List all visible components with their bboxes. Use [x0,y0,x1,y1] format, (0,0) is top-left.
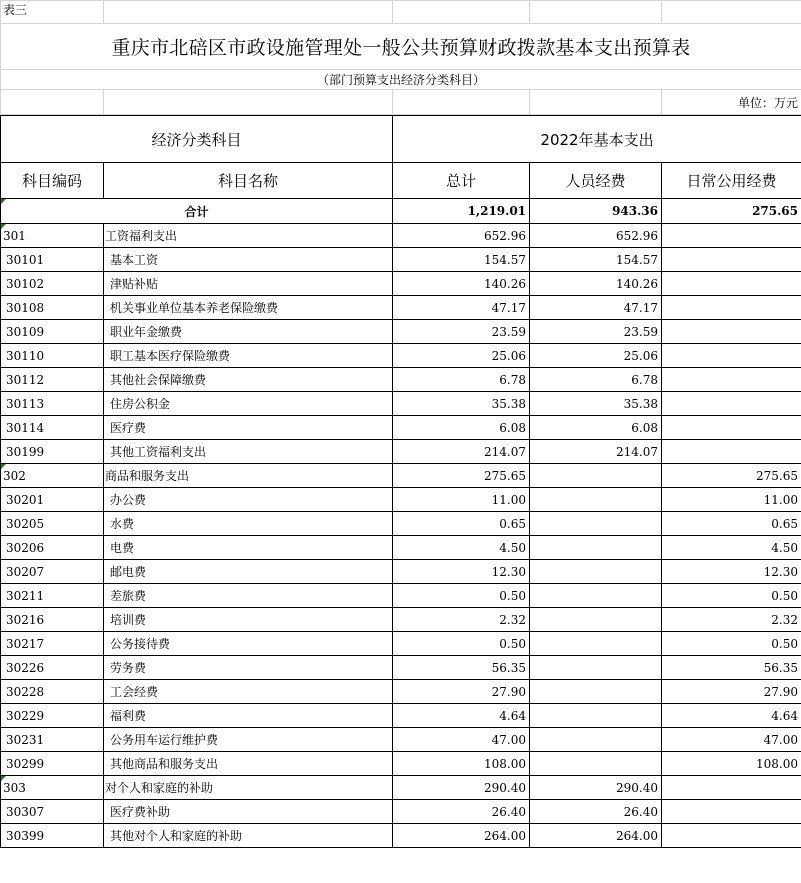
table-row [1,560,801,584]
cell-comment-marker-icon [1,224,6,229]
row-total[interactable]: 0.50 [393,632,530,656]
cell[interactable] [104,90,393,115]
row-total[interactable]: 27.90 [393,680,530,704]
row-code[interactable]: 30113 [1,392,104,416]
row-name[interactable]: 其他商品和服务支出 [104,752,393,776]
row-public[interactable] [662,224,801,248]
row-code[interactable]: 30205 [1,512,104,536]
row-total[interactable]: 12.30 [393,560,530,584]
header-total[interactable]: 总计 [393,163,530,199]
header-public[interactable]: 日常公用经费 [662,163,801,199]
row-code[interactable]: 30229 [1,704,104,728]
row-personnel[interactable] [530,680,662,704]
total-sum[interactable]: 1,219.01 [393,199,530,224]
header-year-expense[interactable]: 2022年基本支出 [393,116,801,163]
row-personnel[interactable] [530,608,662,632]
row-personnel[interactable] [530,584,662,608]
row-name[interactable]: 医疗费补助 [104,800,393,824]
row-code[interactable]: 30299 [1,752,104,776]
table-row [1,752,801,776]
row-name[interactable]: 其他对个人和家庭的补助 [104,824,393,848]
table-row [1,584,801,608]
row-total[interactable]: 108.00 [393,752,530,776]
row-total[interactable]: 56.35 [393,656,530,680]
table-row [1,728,801,752]
row-public[interactable] [662,320,801,344]
row-personnel[interactable] [530,752,662,776]
row-personnel[interactable]: 6.08 [530,416,662,440]
row-name[interactable]: 医疗费 [104,416,393,440]
row-code[interactable]: 30231 [1,728,104,752]
cell[interactable] [530,90,662,115]
row-personnel[interactable]: 290.40 [530,776,662,800]
row-total[interactable]: 35.38 [393,392,530,416]
table-row [1,368,801,392]
budget-table [0,115,801,848]
sheet-header-area [0,0,801,115]
row-personnel[interactable]: 154.57 [530,248,662,272]
cell[interactable] [530,1,662,24]
table-row [1,656,801,680]
row-name[interactable]: 其他社会保障缴费 [104,368,393,392]
table-row [1,608,801,632]
row-total[interactable]: 47.17 [393,296,530,320]
row-personnel[interactable] [530,488,662,512]
unit-label[interactable]: 单位：万元 [662,90,801,115]
row-public[interactable]: 0.65 [662,512,801,536]
row-code[interactable]: 30201 [1,488,104,512]
row-name[interactable]: 公务用车运行维护费 [104,728,393,752]
row-total[interactable]: 23.59 [393,320,530,344]
header-econ-category[interactable]: 经济分类科目 [1,116,393,163]
row-total[interactable]: 140.26 [393,272,530,296]
row-public[interactable] [662,416,801,440]
header-name[interactable]: 科目名称 [104,163,393,199]
row-code[interactable]: 301 [1,224,104,248]
row-name[interactable]: 职业年金缴费 [104,320,393,344]
row-public[interactable] [662,272,801,296]
row-public[interactable] [662,776,801,800]
table-row [1,296,801,320]
row-name[interactable]: 培训费 [104,608,393,632]
table-row [1,704,801,728]
table-row [1,512,801,536]
row-public[interactable]: 0.50 [662,584,801,608]
row-name[interactable]: 工资福利支出 [104,224,393,248]
header-code[interactable]: 科目编码 [1,163,104,199]
row-personnel[interactable] [530,728,662,752]
row-personnel[interactable]: 25.06 [530,344,662,368]
row-name[interactable]: 基本工资 [104,248,393,272]
row-name[interactable]: 工会经费 [104,680,393,704]
row-name[interactable]: 对个人和家庭的补助 [104,776,393,800]
row-code[interactable]: 30217 [1,632,104,656]
row-code[interactable]: 302 [1,464,104,488]
row-name[interactable]: 福利费 [104,704,393,728]
row-total[interactable]: 0.65 [393,512,530,536]
row-code[interactable]: 30108 [1,296,104,320]
row-name[interactable]: 公务接待费 [104,632,393,656]
table-row [1,416,801,440]
table-row [1,488,801,512]
row-personnel[interactable]: 264.00 [530,824,662,848]
total-public[interactable]: 275.65 [662,199,801,224]
row-code[interactable]: 30226 [1,656,104,680]
row-name[interactable]: 差旅费 [104,584,393,608]
row-name[interactable]: 劳务费 [104,656,393,680]
row-personnel[interactable]: 26.40 [530,800,662,824]
row-code[interactable]: 30112 [1,368,104,392]
table-row [1,344,801,368]
row-code[interactable]: 30199 [1,440,104,464]
row-total[interactable]: 275.65 [393,464,530,488]
row-personnel[interactable]: 140.26 [530,272,662,296]
row-name[interactable]: 水费 [104,512,393,536]
row-name[interactable]: 住房公积金 [104,392,393,416]
row-public[interactable] [662,392,801,416]
row-code[interactable]: 30216 [1,608,104,632]
row-total[interactable]: 6.08 [393,416,530,440]
row-code[interactable]: 30206 [1,536,104,560]
row-code[interactable]: 30399 [1,824,104,848]
table-row [1,272,801,296]
row-total[interactable]: 214.07 [393,440,530,464]
row-total[interactable]: 264.00 [393,824,530,848]
table-row [1,632,801,656]
row-personnel[interactable]: 47.17 [530,296,662,320]
table-row [1,392,801,416]
page-subtitle[interactable]: （部门预算支出经济分类科目） [1,70,801,90]
row-personnel[interactable]: 35.38 [530,392,662,416]
row-personnel[interactable] [530,464,662,488]
cell[interactable] [662,1,801,24]
row-personnel[interactable] [530,536,662,560]
row-code[interactable]: 30114 [1,416,104,440]
row-public[interactable]: 47.00 [662,728,801,752]
table-row [1,464,801,488]
row-total[interactable]: 25.06 [393,344,530,368]
row-code[interactable]: 30101 [1,248,104,272]
row-code[interactable]: 30102 [1,272,104,296]
cell-comment-marker-icon [1,776,6,781]
row-total[interactable]: 4.64 [393,704,530,728]
row-personnel[interactable] [530,704,662,728]
row-total[interactable]: 0.50 [393,584,530,608]
row-total[interactable]: 11.00 [393,488,530,512]
row-total[interactable]: 652.96 [393,224,530,248]
row-personnel[interactable] [530,560,662,584]
total-row [1,199,801,224]
page-title[interactable]: 重庆市北碚区市政设施管理处一般公共预算财政拨款基本支出预算表 [1,24,801,70]
table-row [1,776,801,800]
row-public[interactable] [662,368,801,392]
row-public[interactable]: 11.00 [662,488,801,512]
row-public[interactable]: 108.00 [662,752,801,776]
row-public[interactable]: 12.30 [662,560,801,584]
row-total[interactable]: 26.40 [393,800,530,824]
row-code[interactable]: 30228 [1,680,104,704]
total-label-cell[interactable] [1,199,393,224]
row-name[interactable]: 商品和服务支出 [104,464,393,488]
row-personnel[interactable]: 214.07 [530,440,662,464]
row-public[interactable]: 275.65 [662,464,801,488]
header-personnel[interactable]: 人员经费 [530,163,662,199]
row-total[interactable]: 2.32 [393,608,530,632]
table-row [1,824,801,848]
row-code[interactable]: 30207 [1,560,104,584]
cell[interactable] [393,90,530,115]
cell[interactable] [104,1,393,24]
table-row [1,680,801,704]
row-public[interactable]: 4.64 [662,704,801,728]
row-code[interactable]: 30211 [1,584,104,608]
total-label: 合计 [184,204,209,219]
row-public[interactable]: 2.32 [662,608,801,632]
row-personnel[interactable]: 652.96 [530,224,662,248]
row-name[interactable]: 邮电费 [104,560,393,584]
cell-comment-marker-icon [1,464,6,469]
row-public[interactable]: 27.90 [662,680,801,704]
row-public[interactable] [662,824,801,848]
row-public[interactable] [662,440,801,464]
row-total[interactable]: 4.50 [393,536,530,560]
row-public[interactable]: 0.50 [662,632,801,656]
row-name[interactable]: 职工基本医疗保险缴费 [104,344,393,368]
row-public[interactable] [662,344,801,368]
row-public[interactable]: 4.50 [662,536,801,560]
row-public[interactable] [662,800,801,824]
row-name[interactable]: 津贴补贴 [104,272,393,296]
table-row [1,248,801,272]
row-public[interactable] [662,296,801,320]
sheet-label[interactable]: 表三 [1,1,104,24]
row-code[interactable]: 30109 [1,320,104,344]
row-code[interactable]: 30110 [1,344,104,368]
table-body [1,224,801,848]
row-name[interactable]: 其他工资福利支出 [104,440,393,464]
table-row [1,320,801,344]
row-personnel[interactable]: 23.59 [530,320,662,344]
row-total[interactable]: 290.40 [393,776,530,800]
row-personnel[interactable] [530,632,662,656]
row-name[interactable]: 电费 [104,536,393,560]
table-row [1,224,801,248]
row-name[interactable]: 办公费 [104,488,393,512]
cell[interactable] [1,90,104,115]
total-personnel[interactable]: 943.36 [530,199,662,224]
row-total[interactable]: 47.00 [393,728,530,752]
table-row [1,536,801,560]
row-personnel[interactable] [530,656,662,680]
table-row [1,440,801,464]
row-public[interactable] [662,248,801,272]
row-personnel[interactable] [530,512,662,536]
row-total[interactable]: 154.57 [393,248,530,272]
row-code[interactable]: 30307 [1,800,104,824]
cell-comment-marker-icon [1,199,6,204]
row-name[interactable]: 机关事业单位基本养老保险缴费 [104,296,393,320]
row-public[interactable]: 56.35 [662,656,801,680]
row-total[interactable]: 6.78 [393,368,530,392]
table-row [1,800,801,824]
row-code[interactable]: 303 [1,776,104,800]
row-personnel[interactable]: 6.78 [530,368,662,392]
cell[interactable] [393,1,530,24]
